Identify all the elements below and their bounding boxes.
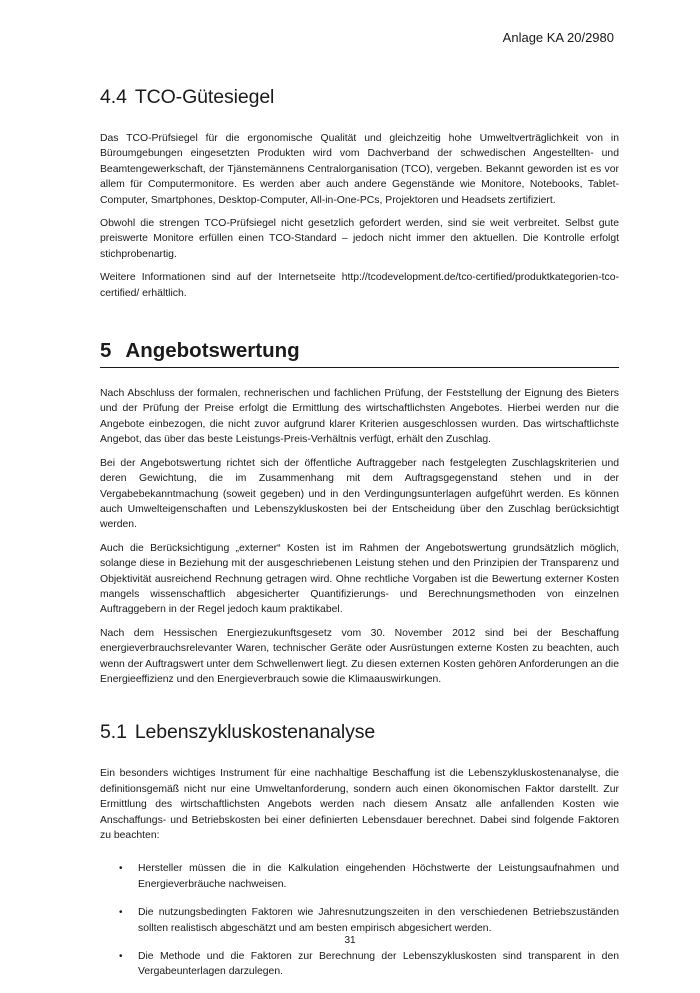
paragraph: Auch die Berücksichtigung „externer“ Kosten ist im Rahmen der Angebotswertung grundsätzlich möglich, solange diese in Beziehung mit der ausgeschriebenen Leistung stehen und den Prinzipien der Transparenz und Objektivität ausreichend Rechnung getragen wird. Ohne rechtliche Vorgaben ist die Bewertung externer Kosten mangels wissenschaftlich abgesicherter Quantifizierungs- und Berechnungsmethoden von einzelnen Auftraggebern in der Regel jedoch kaum praktikabel. [100,542,619,616]
paragraph: Das TCO-Prüfsiegel für die ergonomische Qualität und gleichzeitig hohe Umweltverträglichkeit von in Büroumgebungen eingesetzten Produkten wird vom Dachverband der schwedischen Angestellten- und Beamtengewerkschaft, der Tjänstemännens Centralorganisation (TCO), vergeben. Bekannt geworden ist es vor allem für Computermonitore. Es werden aber auch andere Gegenstände wie Monitore, Notebooks, Tablet-Computer, Smartphones, Desktop-Computer, All-in-One-PCs, Projektoren und Headsets zertifiziert. [100,133,619,206]
list-item-text: Hersteller müssen die in die Kalkulation eingehenden Höchstwerte der Leistungsaufnahmen und Energieverbräuche nachweisen. [138,863,619,890]
section-4-4-number: 4.4 [100,86,127,108]
section-5-heading [100,339,619,368]
section-5-title: Angebotswertung [125,339,300,363]
bullet-icon: • [119,863,123,875]
section-4-4-heading [100,86,619,109]
page-number: 31 [344,935,356,946]
paragraph: Nach dem Hessischen Energiezukunftsgesetz vom 30. November 2012 sind bei der Beschaffung energieverbrauchsrelevanter Waren, technischer Geräte oder Ausrüstungen externe Kosten zu beachten, auch wenn der Auftragswert unter dem Schwellenwert liegt. Zu diesen externen Kosten gehören Anforderungen an die Energieeffizienz und den Energieverbrauch sowie die Klimaauswirkungen. [100,627,619,685]
section-5-1-number: 5.1 [100,721,127,744]
list-item [100,861,619,892]
paragraph: Weitere Informationen sind auf der Internetseite http://tcodevelopment.de/tco-certified/produktkategorien-tco-certified/ erhältlich. [100,272,619,299]
paragraph: Nach Abschluss der formalen, rechnerischen und fachlichen Prüfung, der Feststellung der Eignung des Bieters und der Prüfung der Preise erfolgt die Ermittlung des wirtschaftlichsten Angebotes. Hierbei werden nur die Angebote einbezogen, die nicht zuvor aufgrund klarer Kriterien ausgeschlossen wurden. Das wirtschaftlichste Angebot, das über das beste Leistungs-Preis-Verhältnis verfügt, erhält den Zuschlag. [100,388,619,446]
paragraph: Ein besonders wichtiges Instrument für eine nachhaltige Beschaffung ist die Lebenszykluskostenanalyse, die definitionsgemäß nicht nur eine Umweltanforderung, sondern auch einen ökonomischen Faktor darstellt. Zur Ermittlung des wirtschaftlichsten Angebots werden nach diesem Ansatz alle anfallenden Kosten wie Anschaffungs- und Betriebskosten bei einer definierten Lebensdauer berechnet. Dabei sind folgende Faktoren zu beachten: [100,768,619,841]
list-item-text: Die Methode und die Faktoren zur Berechnung der Lebenszykluskosten sind transparent in den Vergabeunterlagen darzulegen. [138,951,619,978]
bullet-icon: • [119,907,123,919]
bullet-icon: • [119,951,123,963]
paragraph: Bei der Angebotswertung richtet sich der öffentliche Auftraggeber nach festgelegten Zuschlagskriterien und deren Gewichtung, die im Zusammenhang mit dem Auftragsgegenstand stehen und in der Vergabebekanntmachung (soweit gegeben) und in den Verdingungsunterlagen aufgeführt werden. Es können auch Umwelteigenschaften und Lebenszykluskosten bei der Entscheidung über den Zuschlag berücksichtigt werden. [100,457,619,531]
list-item [100,905,619,936]
section-5-number: 5 [100,339,112,363]
list-item-text: Die nutzungsbedingten Faktoren wie Jahresnutzungszeiten in den verschiedenen Betriebszuständen sollten realistisch abgeschätzt und am besten empirisch abgesichert werden. [138,907,619,934]
section-4-4-title: TCO-Gütesiegel [134,86,275,108]
section-5-1-title: Lebenszykluskostenanalyse [134,721,376,744]
paragraph: Obwohl die strengen TCO-Prüfsiegel nicht gesetzlich gefordert werden, sind sie weit verbreitet. Selbst gute preiswerte Monitore erfüllen einen TCO-Standard – jedoch nicht immer den aktuellen. Die Kontrolle erfolgt stichprobenartig. [100,218,619,260]
list-item [100,949,619,980]
bullet-list [100,861,619,979]
section-5-1-heading [100,721,619,744]
page-content [100,86,619,993]
annex-label: Anlage KA 20/2980 [502,30,614,45]
